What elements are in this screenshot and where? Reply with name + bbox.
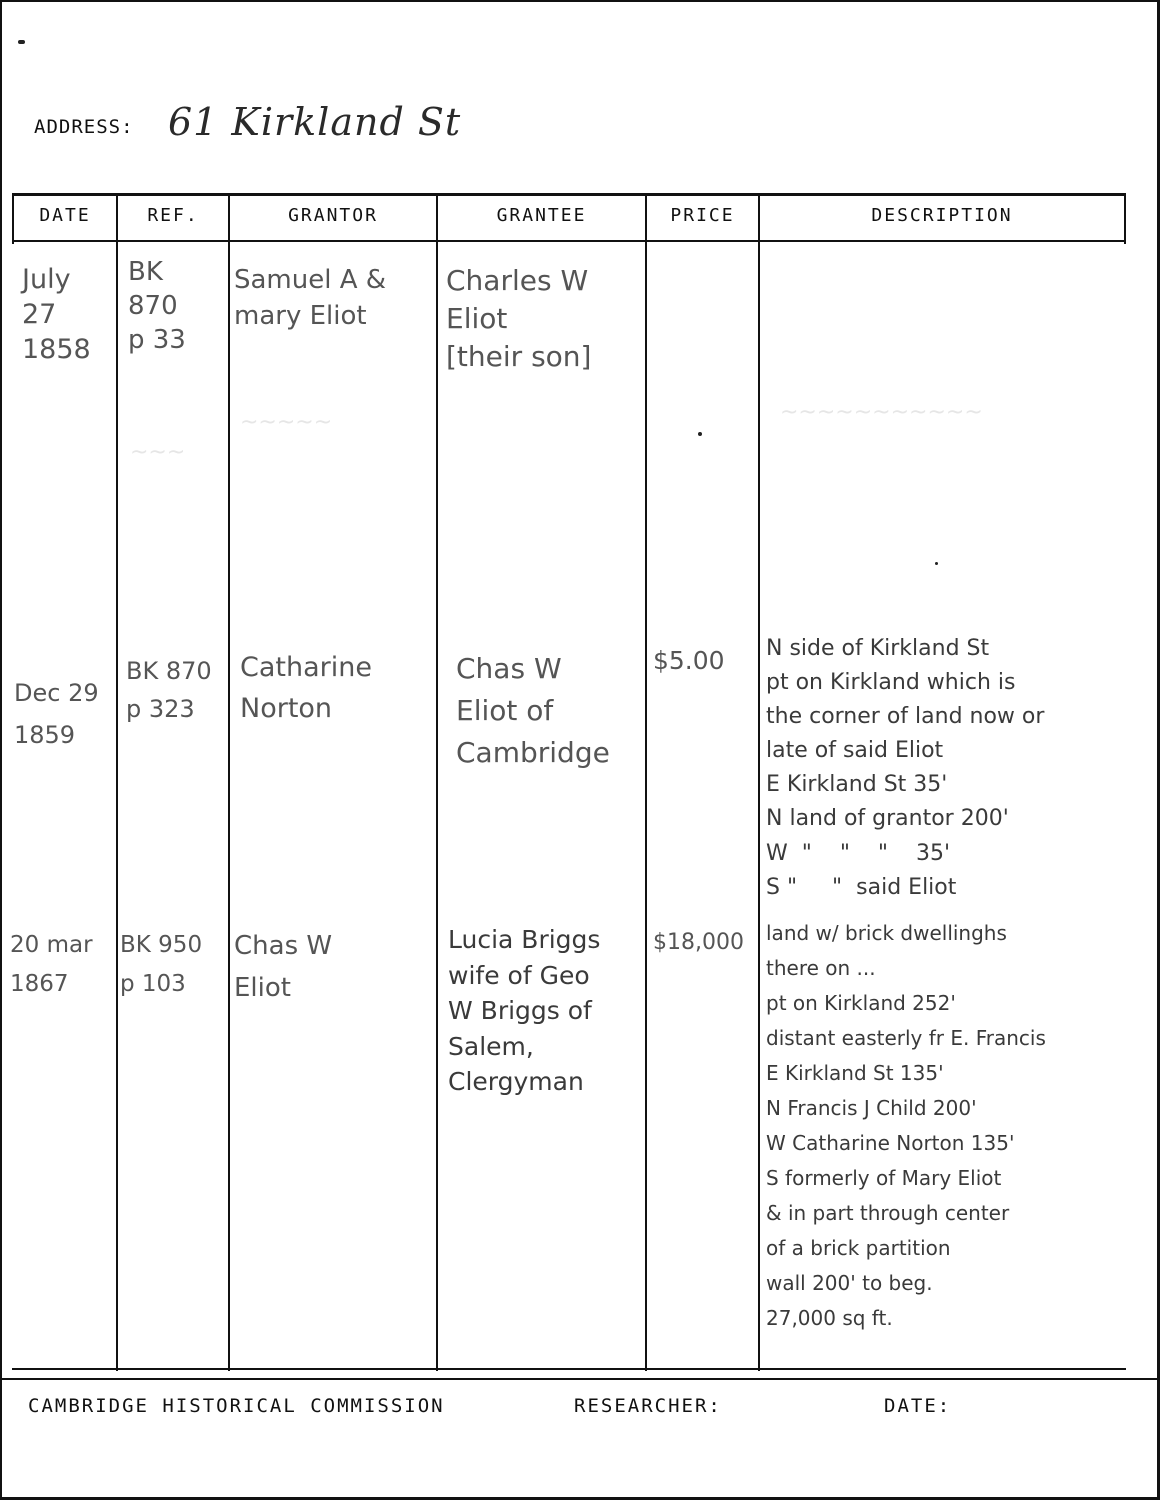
entry-1-ref: BK 870 p 33 — [128, 257, 186, 355]
bleed-through-mark: ~~~ — [130, 440, 186, 465]
entry-2-grantor: Catharine Norton — [240, 652, 372, 724]
entry-3-grantee: Lucia Briggs wife of Geo W Briggs of Salem, Clergyman — [448, 925, 601, 1096]
punch-mark — [18, 40, 25, 44]
page-edge-left — [0, 0, 2, 1500]
entry-3-grantor: Chas W Eliot — [234, 931, 333, 1003]
entry-1-date: July 27 1858 — [22, 264, 91, 366]
commission-name: CAMBRIDGE HISTORICAL COMMISSION — [28, 1395, 445, 1417]
header-price: PRICE — [670, 205, 735, 226]
column-divider-ref — [116, 196, 118, 1371]
header-date: DATE — [39, 205, 91, 226]
column-divider-grantee — [436, 196, 438, 1371]
ink-dot — [935, 562, 938, 565]
entry-3-description: land w/ brick dwellinghs there on ... pt on Kirkland 252' distant easterly fr E. Francis E Kirkland St 135' N Francis J Child 200' W Catharine Norton 135' S formerly of Mary Eliot & in part through center of a brick partition wall 200' to beg. 27,000 sq ft. — [766, 921, 1046, 1330]
entry-3-price: $18,000 — [653, 930, 744, 955]
date-label: DATE: — [884, 1395, 952, 1417]
address-value: 61 Kirkland St — [168, 100, 462, 144]
entry-2-date: Dec 29 1859 — [14, 679, 99, 749]
table-top-rule — [12, 193, 1126, 196]
header-grantor: GRANTOR — [288, 205, 378, 226]
header-grantee: GRANTEE — [496, 205, 587, 226]
entry-2-description: N side of Kirkland St pt on Kirkland which is the corner of land now or late of said Eliot E Kirkland St 35' N land of grantor 200' W " " " 35' S " " said Eliot — [766, 636, 1045, 900]
entry-2-ref: BK 870 p 323 — [126, 657, 212, 724]
bleed-through-mark: ~~~~~~~~~~~ — [780, 400, 983, 425]
column-divider-grantor — [228, 196, 230, 1371]
header-ref: REF. — [147, 205, 199, 226]
bleed-through-mark: ~~~~~ — [240, 410, 333, 435]
column-divider-end — [1124, 196, 1126, 244]
entry-2-price: $5.00 — [653, 646, 725, 675]
researcher-label: RESEARCHER: — [574, 1395, 722, 1417]
column-divider-price — [645, 196, 647, 1371]
column-divider-description — [758, 196, 760, 1371]
header-description: DESCRIPTION — [871, 205, 1013, 226]
ink-dot — [698, 432, 702, 436]
address-label: ADDRESS: — [34, 116, 134, 138]
entry-3-date: 20 mar 1867 — [10, 932, 93, 998]
header-bottom-rule — [12, 240, 1126, 242]
entry-1-grantee: Charles W Eliot [their son] — [446, 264, 592, 373]
footer-rule — [0, 1378, 1157, 1380]
page-edge-top — [0, 0, 1160, 2]
entry-1-grantor: Samuel A & mary Eliot — [234, 265, 387, 332]
entry-2-grantee: Chas W Eliot of Cambridge — [456, 652, 610, 769]
entry-3-ref: BK 950 p 103 — [120, 932, 203, 998]
table-bottom-rule — [12, 1368, 1126, 1370]
